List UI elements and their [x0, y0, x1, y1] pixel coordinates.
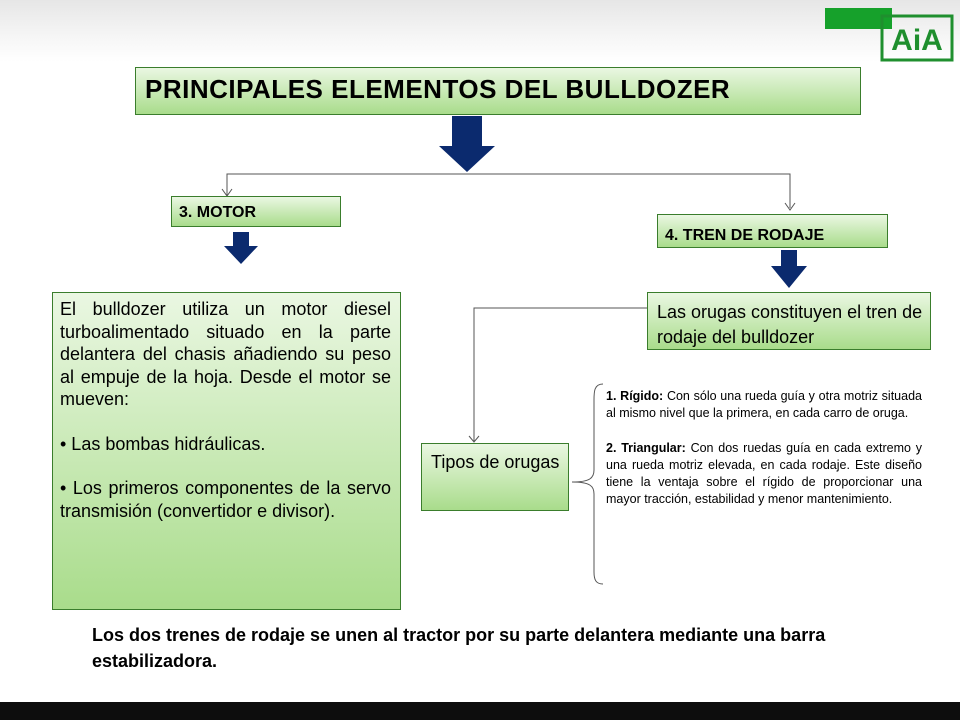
logo-text: AiA — [891, 24, 943, 57]
header-band — [0, 0, 960, 62]
bottom-band — [0, 702, 960, 720]
type-rigido — [606, 388, 922, 423]
branch-tick-left — [222, 189, 232, 196]
tren-down-arrow — [771, 250, 807, 288]
type-rigido-label: 1. Rígido: — [606, 389, 664, 403]
motor-down-arrow — [224, 232, 258, 264]
type-triangular-text: Con dos ruedas guía en cada extremo y una rueda motriz elevada, en cada rodaje. Este diseño tiene la ventaja sobre el rígido de proporcionar una mayor tracción, estabilidad y menor mantenimiento. — [606, 440, 922, 507]
main-down-arrow — [439, 116, 495, 172]
branch-tick-right — [785, 203, 795, 210]
type-triangular-label: 2. Triangular: — [606, 440, 686, 455]
orugas-tick — [469, 436, 479, 442]
motor-description — [60, 298, 391, 522]
motor-description-text: El bulldozer utiliza un motor diesel turboalimentado situado en la parte delantera del chasis añadiendo su peso al empuje de la hoja. Desde el motor se mueven: — [60, 299, 391, 409]
tipos-label: Tipos de orugas — [431, 452, 560, 472]
tren-label: 4. TREN DE RODAJE — [665, 227, 825, 244]
type-rigido-text: Con sólo una rueda guía y otra motriz situada al mismo nivel que la primera, en cada carro de oruga. — [606, 389, 922, 421]
page-title: PRINCIPALES ELEMENTOS DEL BULLDOZER — [145, 74, 731, 104]
motor-bullet-components: • Los primeros componentes de la servo transmisión (convertidor e divisor). — [60, 478, 391, 521]
type-triangular — [606, 440, 922, 509]
aia-logo — [880, 12, 954, 62]
types-bracket — [572, 384, 603, 584]
footer-note: Los dos trenes de rodaje se unen al tractor por su parte delantera mediante una barra estabilizadora. — [92, 625, 826, 671]
motor-label: 3. MOTOR — [179, 204, 257, 221]
oruga-types — [606, 388, 922, 509]
orugas-text: Las orugas constituyen el tren de rodaje del bulldozer — [657, 302, 923, 347]
motor-bullet-pumps: • Las bombas hidráulicas. — [60, 433, 266, 454]
